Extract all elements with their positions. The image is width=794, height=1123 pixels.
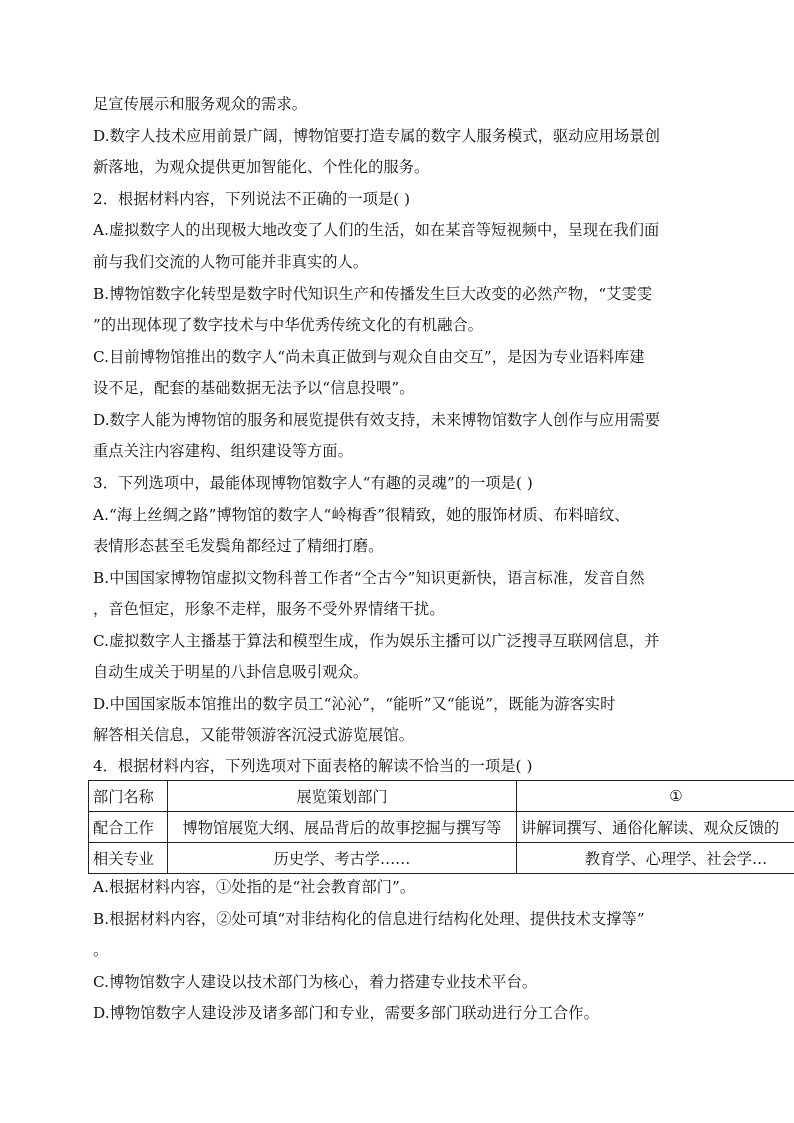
text-line: 表情形态甚至毛发鬓角都经过了精细打磨。: [93, 537, 384, 555]
option-d: D.博物馆数字人建设涉及诸多部门和专业，需要多部门联动进行分工合作。: [93, 1004, 599, 1022]
option-a: A.根据材料内容，①处指的是“社会教育部门”。: [93, 878, 416, 896]
table-cell: ①: [517, 781, 794, 812]
text-line: 设不足，配套的基础数据无法予以“信息投喂”。: [93, 379, 415, 397]
text-line: 解答相关信息，又能带领游客沉浸式游览展馆。: [93, 726, 415, 744]
department-table: [88, 780, 794, 877]
table-cell: 博物馆展览大纲、展品背后的故事挖掘与撰写等: [168, 812, 517, 843]
text-line: D.中国国家版本馆推出的数字员工“沁沁”，“能听”又“能说”，既能为游客实时: [93, 695, 616, 713]
text-line: 自动生成关于明星的八卦信息吸引观众。: [93, 663, 369, 681]
option-c: C.博物馆数字人建设以技术部门为核心，着力搭建专业技术平台。: [93, 973, 538, 991]
text-line: 前与我们交流的人物可能并非真实的人。: [93, 253, 369, 271]
text-line: C.目前博物馆推出的数字人“尚未真正做到与观众自由交互”，是因为专业语料库建: [93, 348, 645, 366]
table-cell: 展览策划部门: [168, 781, 517, 812]
question-4: 4．根据材料内容，下列选项对下面表格的解读不恰当的一项是( ): [93, 757, 533, 775]
table-cell: 相关专业: [89, 843, 168, 874]
text-line: D.数字人技术应用前景广阔，博物馆要打造专属的数字人服务模式，驱动应用场景创: [93, 127, 661, 145]
text-line: 重点关注内容建构、组织建设等方面。: [93, 442, 353, 460]
text-line: A.虚拟数字人的出现极大地改变了人们的生活，如在某音等短视频中，呈现在我们面: [93, 221, 660, 239]
table-cell: 教育学、心理学、社会学…: [517, 843, 794, 874]
table-row: [89, 843, 794, 874]
text-line: A.“海上丝绸之路”博物馆的数字人“岭梅香”很精致，她的服饰材质、布料暗纹、: [93, 506, 630, 524]
question-2: 2．根据材料内容，下列说法不正确的一项是( ): [93, 190, 411, 208]
text-line: 足宣传展示和服务观众的需求。: [93, 95, 308, 113]
text-line: D.数字人能为博物馆的服务和展览提供有效支持，未来博物馆数字人创作与应用需要: [93, 411, 661, 429]
text-line: B.中国国家博物馆虚拟文物科普工作者“仝古今”知识更新快，语言标准，发音自然: [93, 569, 645, 587]
text-line: 新落地，为观众提供更加智能化、个性化的服务。: [93, 158, 430, 176]
text-line: ”的出现体现了数字技术与中华优秀传统文化的有机融合。: [93, 316, 484, 334]
table-cell: 讲解词撰写、通俗化解读、观众反馈的: [517, 812, 794, 843]
text-line: B.博物馆数字化转型是数字时代知识生产和传播发生巨大改变的必然产物，“艾雯雯: [93, 285, 653, 303]
text-line: C.虚拟数字人主播基于算法和模型生成，作为娱乐主播可以广泛搜寻互联网信息，并: [93, 632, 660, 650]
table-row: [89, 781, 794, 812]
text-line: 。: [93, 941, 109, 959]
question-3: 3．下列选项中，最能体现博物馆数字人“有趣的灵魂”的一项是( ): [93, 474, 533, 492]
table-cell: 配合工作: [89, 812, 168, 843]
table-row: [89, 812, 794, 843]
text-line: ，音色恒定，形象不走样，服务不受外界情绪干扰。: [93, 600, 445, 618]
option-b: B.根据材料内容，②处可填“对非结构化的信息进行结构化处理、提供技术支撑等”: [93, 910, 645, 928]
table-cell: 历史学、考古学……: [168, 843, 517, 874]
table-cell: 部门名称: [89, 781, 168, 812]
